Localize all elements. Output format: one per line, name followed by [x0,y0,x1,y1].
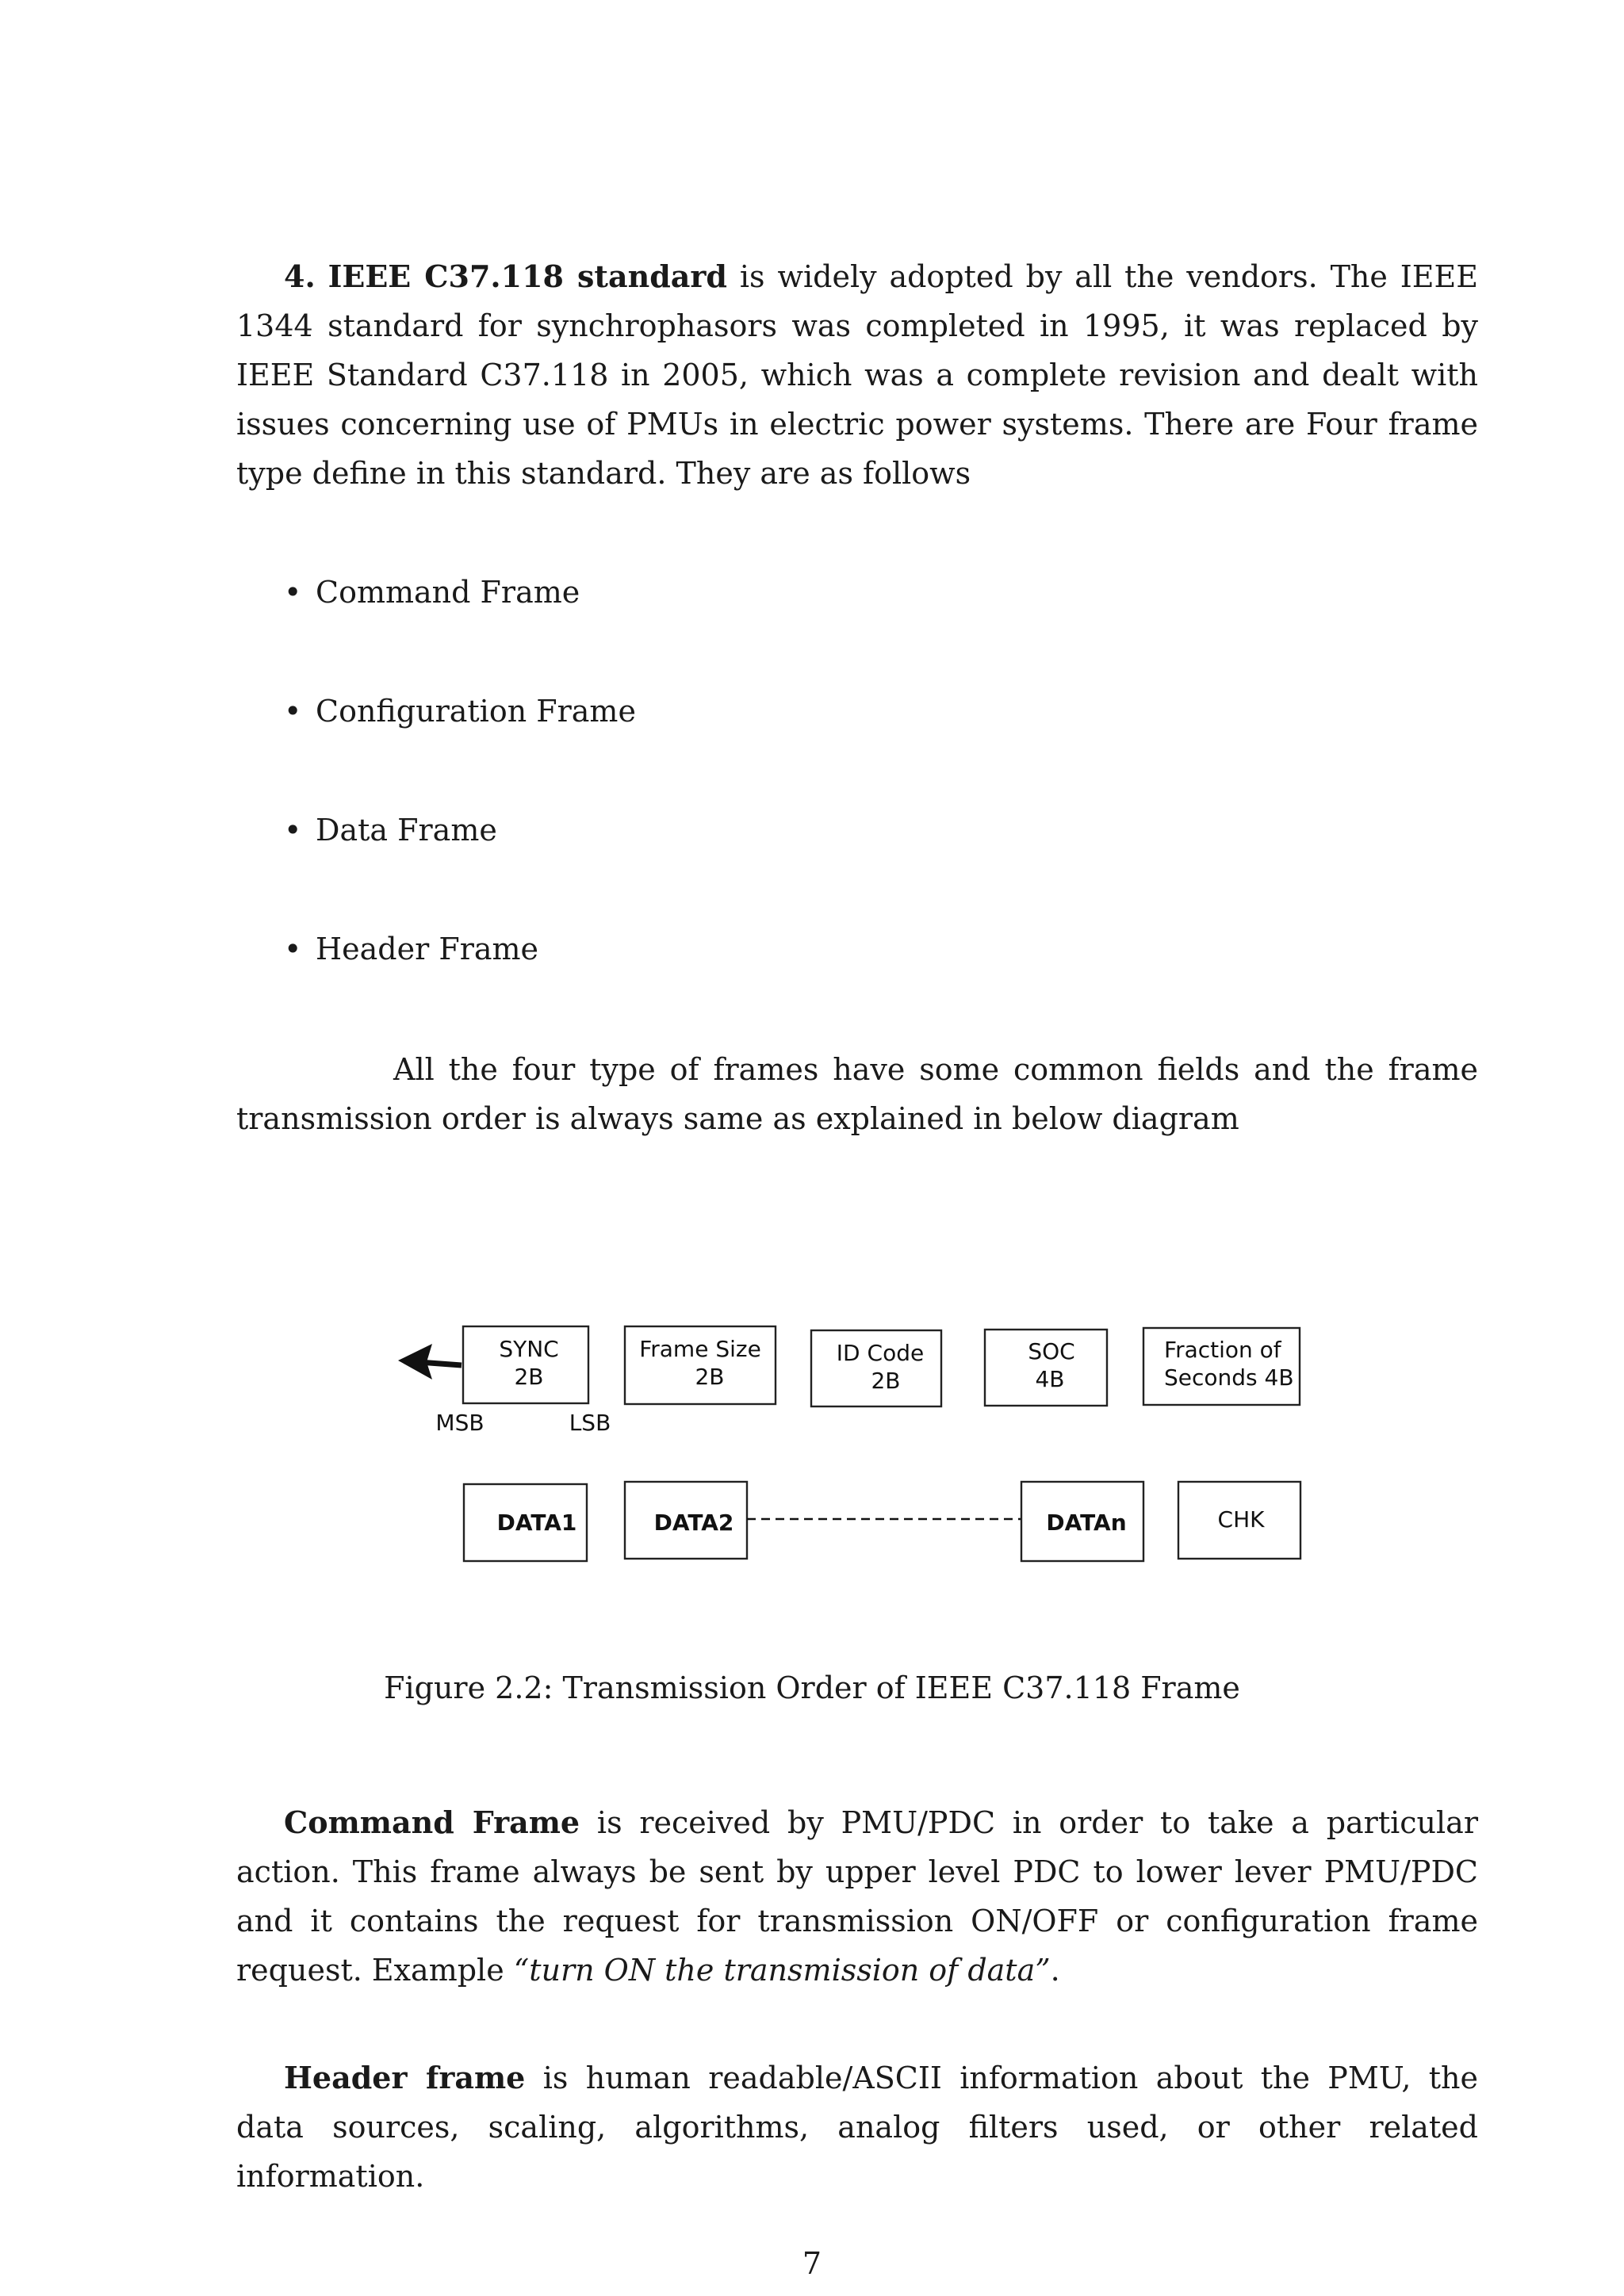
bullet-dot-icon: • [284,932,302,966]
svg-text:Fraction of: Fraction of [1164,1337,1281,1363]
command-frame-paragraph [236,1798,1478,1995]
page-number: 7 [802,2246,822,2281]
svg-text:Seconds 4B: Seconds 4B [1164,1364,1294,1391]
bullet-item [284,691,636,731]
svg-text:SYNC: SYNC [499,1336,559,1362]
frame-field-sync [463,1326,588,1403]
svg-text:ID Code: ID Code [836,1340,925,1366]
frame-field-chk [1178,1482,1300,1559]
bullet-dot-icon: • [284,813,302,848]
order-paragraph: All the four type of frames have some common fields and the frame transmission order is always same as explained in below diagram [236,1052,1478,1136]
command-frame-end: . [1050,1953,1060,1988]
intro-paragraph [236,252,1478,498]
svg-text:SOC: SOC [1028,1338,1075,1364]
frame-field-frame-size [625,1326,776,1404]
header-frame-paragraph [236,2053,1478,2201]
intro-number: 4. [284,258,316,294]
svg-text:DATA2: DATA2 [653,1510,734,1536]
frame-field-fraction-of-seconds [1143,1328,1300,1405]
frame-field-data1 [464,1484,587,1561]
intro-text: is widely adopted by all the vendors. The IEEE 1344 standard for synchrophasors was completed in 1995, it was replaced by IEEE Standard C37.118 in 2005, which was a complete revision and dealt with issues concerning use of PMUs in electric power systems. There are Four frame type define in this standard. They are as follows [236,259,1478,491]
bullet-label: Command Frame [316,575,580,610]
bullet-item [284,572,580,612]
command-frame-term: Command Frame [284,1804,580,1840]
svg-text:2B: 2B [871,1368,901,1394]
bullet-label: Header Frame [316,932,539,966]
command-frame-example: “turn ON the transmission of data” [513,1953,1051,1988]
figure-caption: Figure 2.2: Transmission Order of IEEE C37.118 Frame [384,1670,1240,1705]
frame-field-data2 [625,1482,747,1559]
frame-field-soc [985,1330,1107,1406]
header-frame-text: is human readable/ASCII information about the PMU, the data sources, scaling, algorithms, analog filters used, or other related information. [236,2061,1478,2194]
svg-text:DATAn: DATAn [1046,1510,1127,1536]
svg-text:2B: 2B [695,1364,725,1390]
arrow-left-icon [398,1344,462,1380]
svg-text:4B: 4B [1035,1366,1065,1392]
bullet-label: Data Frame [316,813,497,848]
lsb-label: LSB [569,1410,611,1436]
frame-field-id-code [811,1330,941,1406]
intro-bold-term: IEEE C37.118 standard [327,258,727,294]
bullet-dot-icon: • [284,575,302,610]
svg-text:DATA1: DATA1 [496,1510,577,1536]
svg-text:CHK: CHK [1217,1506,1265,1533]
bullet-item [284,929,538,969]
bullet-item [284,810,497,850]
frame-field-datan [1021,1482,1143,1561]
bullet-dot-icon: • [284,694,302,729]
bullet-label: Configuration Frame [316,694,636,729]
frame-order-diagram [0,1300,1624,1601]
svg-text:Frame Size: Frame Size [639,1336,761,1362]
svg-text:2B: 2B [514,1364,544,1390]
msb-label: MSB [435,1410,485,1436]
command-frame-text: is received by PMU/PDC in order to take a particular action. This frame always be sent by upper level PDC to lower lever PMU/PDC and it contains the request for transmission ON/OFF or configuration frame request. Example [236,1805,1478,1988]
header-frame-term: Header frame [284,2060,526,2095]
